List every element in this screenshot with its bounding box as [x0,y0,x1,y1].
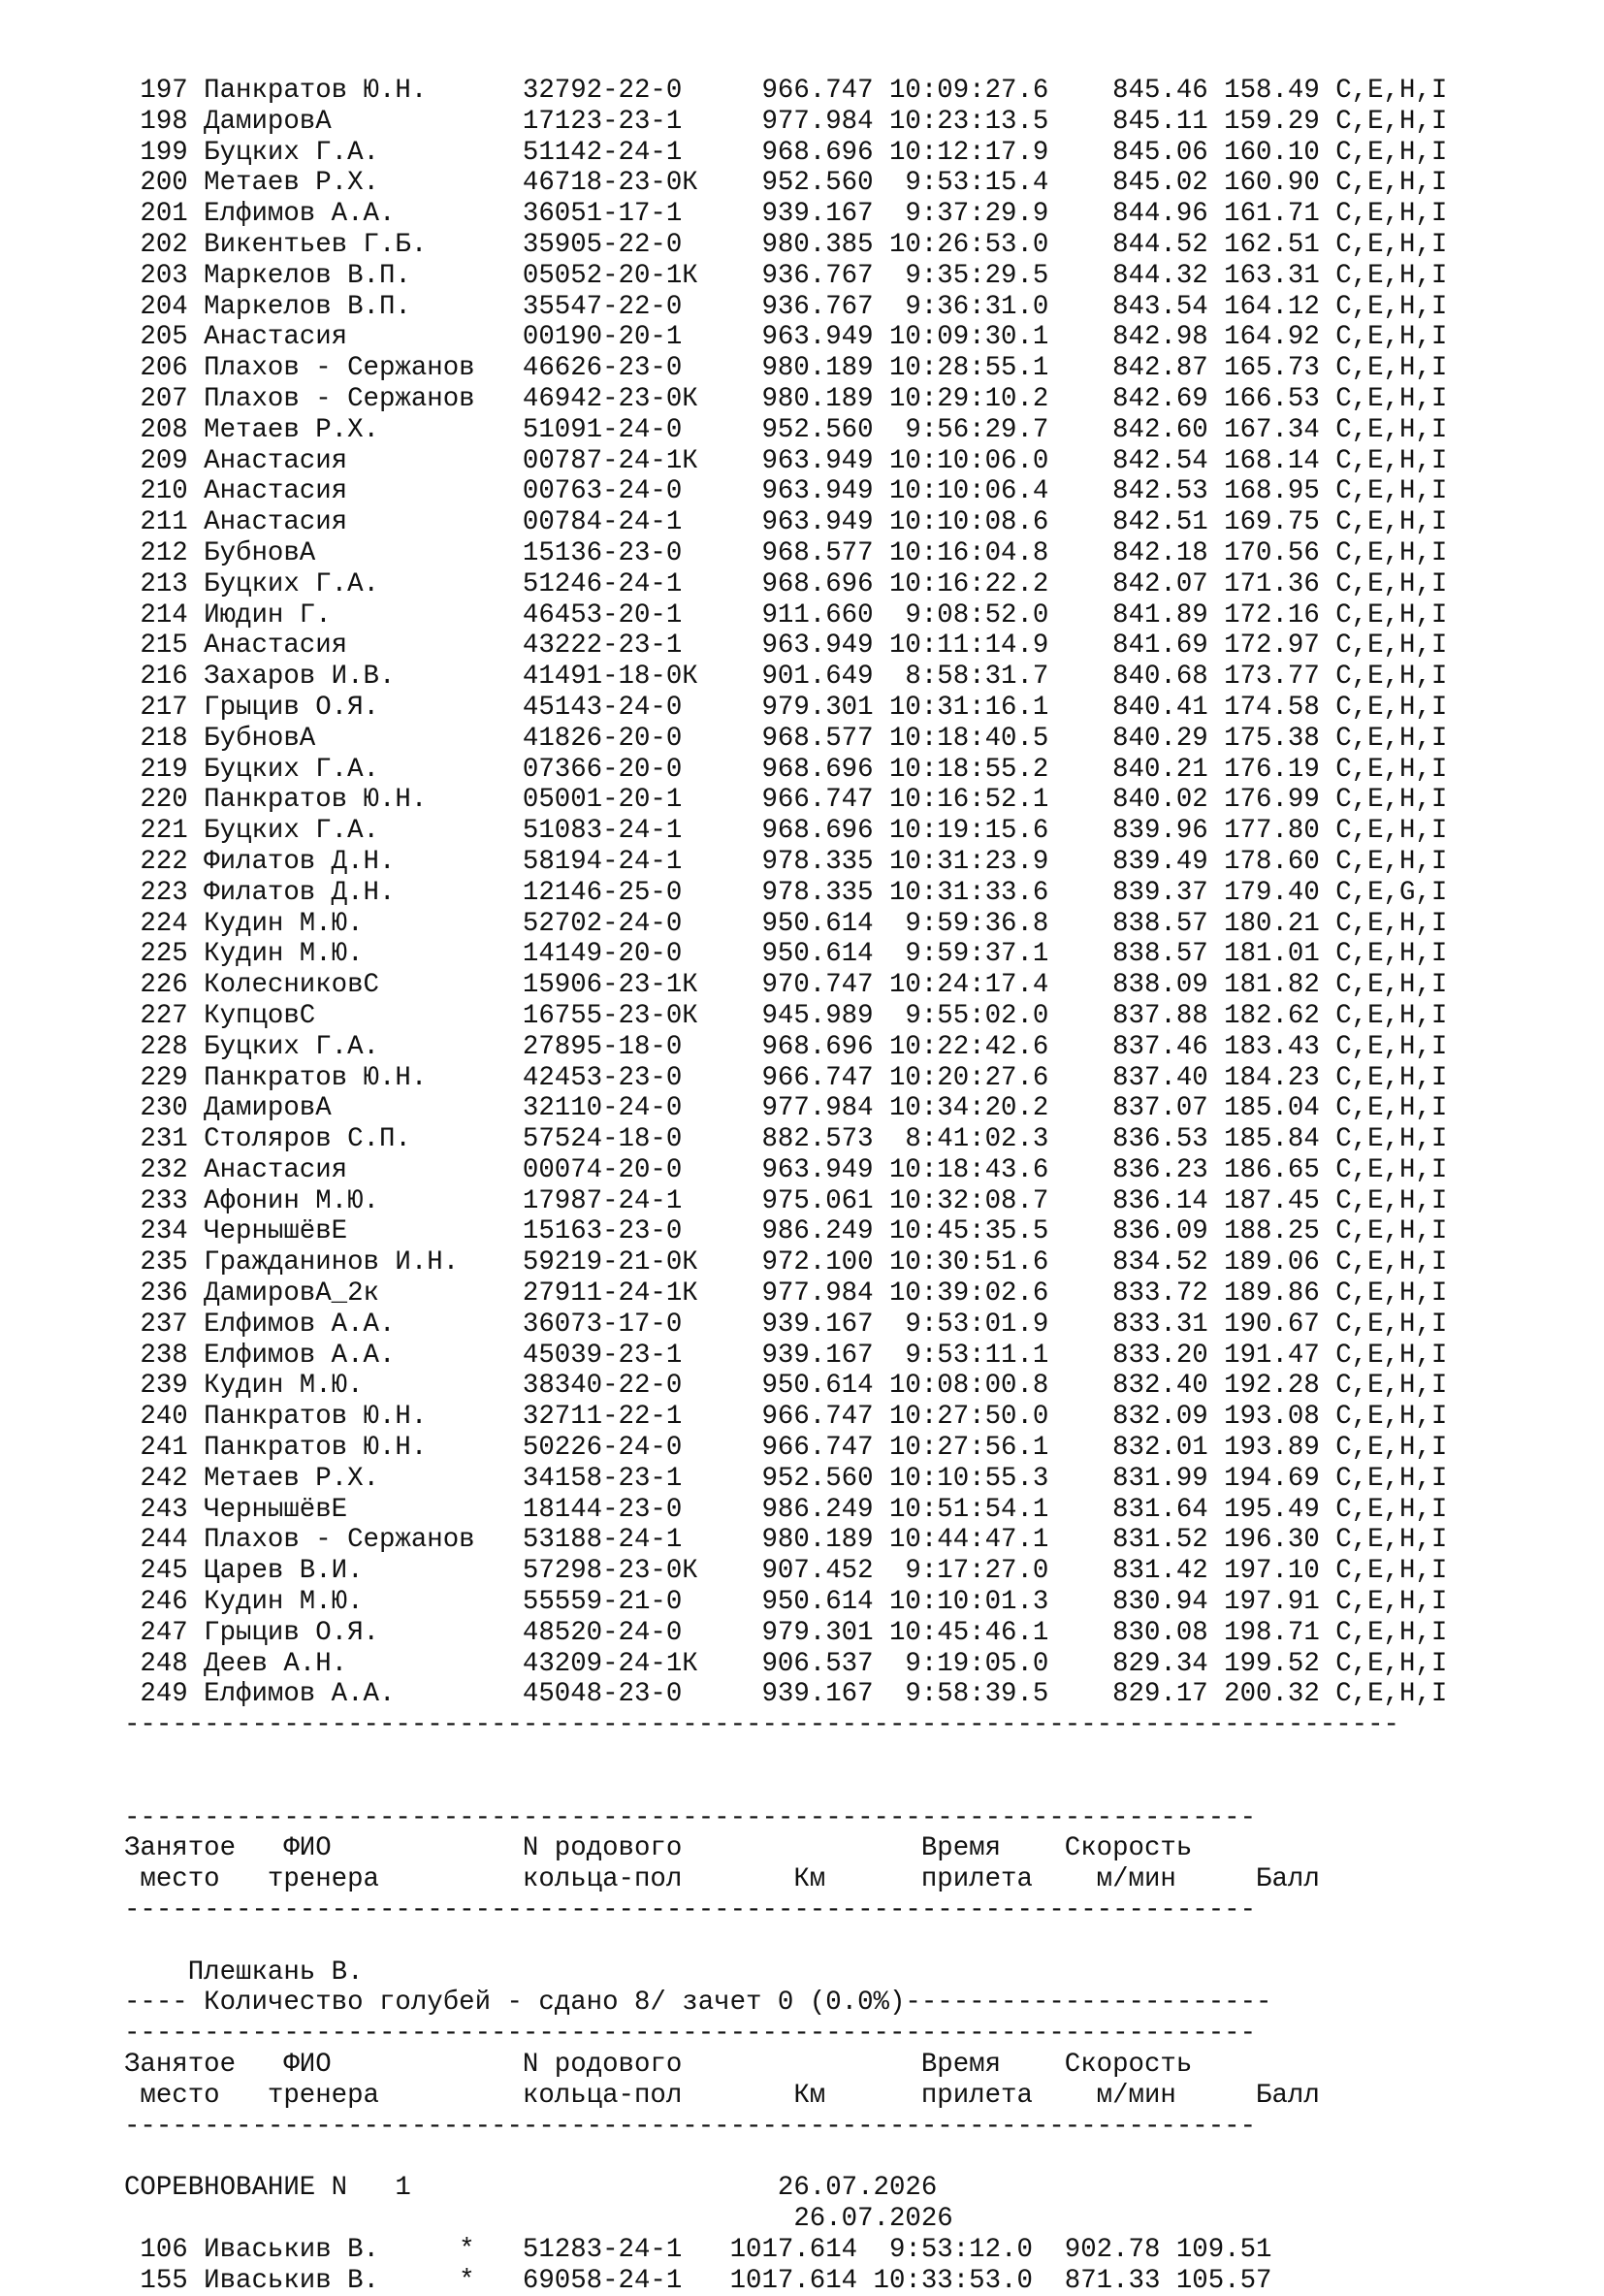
table-row: 231 Столяров С.П. 57524-18-0 882.573 8:41:02.3 836.53 185.84 C,E,H,I [124,1124,1448,1155]
blank-line [124,2142,1447,2173]
separator-line: ----------------------------------------------------------------------- [124,1895,1257,1926]
table-row: 238 Елфимов А.А. 45039-23-1 939.167 9:53:11.1 833.20 191.47 C,E,H,I [124,1340,1448,1371]
blank-line [124,1772,1447,1803]
table-row: 228 Буцких Г.А. 27895-18-0 968.696 10:22:42.6 837.46 183.43 C,E,H,I [124,1031,1448,1062]
table-row: 229 Панкратов Ю.Н. 42453-23-0 966.747 10:20:27.6 837.40 184.23 C,E,H,I [124,1062,1448,1093]
table-row: 205 Анастасия 00190-20-1 963.949 10:09:30.1 842.98 164.92 C,E,H,I [124,322,1448,353]
table-row: 204 Маркелов В.П. 35547-22-0 936.767 9:36:31.0 843.54 164.12 C,E,H,I [124,291,1448,322]
column-header-line-2: место тренера кольца-пол Км прилета м/мин Балл [124,2080,1320,2111]
table-row: 199 Буцких Г.А. 51142-24-1 968.696 10:12:17.9 845.06 160.10 C,E,H,I [124,137,1448,168]
table-row: 221 Буцких Г.А. 51083-24-1 968.696 10:19:15.6 839.96 177.80 C,E,H,I [124,816,1448,847]
table-row: 223 Филатов Д.Н. 12146-25-0 978.335 10:31:33.6 839.37 179.40 C,E,G,I [124,877,1448,908]
table-row: 216 Захаров И.В. 41491-18-0К 901.649 8:58:31.7 840.68 173.77 C,E,H,I [124,662,1448,693]
table-row: 211 Анастасия 00784-24-1 963.949 10:10:08.6 842.51 169.75 C,E,H,I [124,507,1448,538]
table-row: 209 Анастасия 00787-24-1К 963.949 10:10:06.0 842.54 168.14 C,E,H,I [124,445,1448,476]
table-row: 220 Панкратов Ю.Н. 05001-20-1 966.747 10:16:52.1 840.02 176.99 C,E,H,I [124,785,1448,816]
table-row: 215 Анастасия 43222-23-1 963.949 10:11:14.9 841.69 172.97 C,E,H,I [124,631,1448,662]
table-row: 214 Июдин Г. 46453-20-1 911.660 9:08:52.0 841.89 172.16 C,E,H,I [124,599,1448,631]
table-row: 235 Гражданинов И.Н. 59219-21-0К 972.100 10:30:51.6 834.52 189.06 C,E,H,I [124,1247,1448,1278]
table-row: 232 Анастасия 00074-20-0 963.949 10:18:43.6 836.23 186.65 C,E,H,I [124,1154,1448,1185]
table-row: 155 Иваськив В. * 69058-24-1 1017.614 10:33:53.0 871.33 105.57 [124,2265,1272,2296]
table-row: 197 Панкратов Ю.Н. 32792-22-0 966.747 10:09:27.6 845.46 158.49 C,E,H,I [124,76,1448,106]
table-row: 224 Кудин М.Ю. 52702-24-0 950.614 9:59:36.8 838.57 180.21 C,E,H,I [124,908,1448,939]
table-row: 227 КупцовС 16755-23-0К 945.989 9:55:02.0 837.88 182.62 C,E,H,I [124,1000,1448,1031]
table-row: 247 Грыцив О.Я. 48520-24-0 979.301 10:45:46.1 830.08 198.71 C,E,H,I [124,1617,1448,1648]
table-row: 241 Панкратов Ю.Н. 50226-24-0 966.747 10:27:56.1 832.01 193.89 C,E,H,I [124,1433,1448,1464]
table-row: 106 Иваськив В. * 51283-24-1 1017.614 9:53:12.0 902.78 109.51 [124,2234,1272,2265]
table-row: 249 Елфимов А.А. 45048-23-0 939.167 9:58:39.5 829.17 200.32 C,E,H,I [124,1679,1448,1710]
table-row: 206 Плахов - Сержанов 46626-23-0 980.189 10:28:55.1 842.87 165.73 C,E,H,I [124,353,1448,384]
blank-line [124,1926,1447,1957]
table-row: 200 Метаев Р.Х. 46718-23-0К 952.560 9:53:15.4 845.02 160.90 C,E,H,I [124,168,1448,199]
column-header-line-1: Занятое ФИО N родового Время Скорость [124,2050,1193,2080]
column-header-line-1: Занятое ФИО N родового Время Скорость [124,1833,1193,1864]
results-document [124,76,1447,2296]
table-row: 202 Викентьев Г.Б. 35905-22-0 980.385 10:26:53.0 844.52 162.51 C,E,H,I [124,229,1448,260]
table-row: 237 Елфимов А.А. 36073-17-0 939.167 9:53:01.9 833.31 190.67 C,E,H,I [124,1309,1448,1340]
table-row: 245 Царев В.И. 57298-23-0К 907.452 9:17:27.0 831.42 197.10 C,E,H,I [124,1556,1448,1587]
separator-line: ----------------------------------------------------------------------- [124,2111,1257,2142]
table-row: 225 Кудин М.Ю. 14149-20-0 950.614 9:59:37.1 838.57 181.01 C,E,H,I [124,939,1448,970]
competition-title: СОРЕВНОВАНИЕ N 1 26.07.2026 [124,2173,938,2204]
column-header-line-2: место тренера кольца-пол Км прилета м/мин Балл [124,1864,1320,1895]
table-row: 230 ДамировА 32110-24-0 977.984 10:34:20.2 837.07 185.04 C,E,H,I [124,1093,1448,1124]
table-row: 242 Метаев Р.Х. 34158-23-1 952.560 10:10:55.3 831.99 194.69 C,E,H,I [124,1463,1448,1494]
table-row: 226 КолесниковС 15906-23-1К 970.747 10:24:17.4 838.09 181.82 C,E,H,I [124,970,1448,1001]
table-row: 222 Филатов Д.Н. 58194-24-1 978.335 10:31:23.9 839.49 178.60 C,E,H,I [124,846,1448,877]
table-row: 213 Буцких Г.А. 51246-24-1 968.696 10:16:22.2 842.07 171.36 C,E,H,I [124,568,1448,599]
table-row: 236 ДамировА_2к 27911-24-1К 977.984 10:39:02.6 833.72 189.86 C,E,H,I [124,1278,1448,1310]
table-row: 218 БубновА 41826-20-0 968.577 10:18:40.5 840.29 175.38 C,E,H,I [124,723,1448,754]
table-row: 234 ЧернышёвЕ 15163-23-0 986.249 10:45:35.5 836.09 188.25 C,E,H,I [124,1216,1448,1247]
separator-line: ----------------------------------------------------------------------- [124,1802,1257,1833]
blank-line [124,1741,1447,1772]
trainer-summary: ---- Количество голубей - сдано 8/ зачет 0 (0.0%)----------------------- [124,1988,1272,2019]
table-row: 217 Грыцив О.Я. 45143-24-0 979.301 10:31:16.1 840.41 174.58 C,E,H,I [124,692,1448,723]
separator-line: ----------------------------------------------------------------------- [124,2019,1257,2050]
table-row: 246 Кудин М.Ю. 55559-21-0 950.614 10:10:01.3 830.94 197.91 C,E,H,I [124,1587,1448,1618]
table-row: 219 Буцких Г.А. 07366-20-0 968.696 10:18:55.2 840.21 176.19 C,E,H,I [124,754,1448,785]
competition-date: 26.07.2026 [124,2203,953,2234]
trainer-name: Плешкань В. [124,1956,364,1988]
table-row: 210 Анастасия 00763-24-0 963.949 10:10:06.4 842.53 168.95 C,E,H,I [124,476,1448,507]
table-row: 240 Панкратов Ю.Н. 32711-22-1 966.747 10:27:50.0 832.09 193.08 C,E,H,I [124,1402,1448,1433]
table-row: 239 Кудин М.Ю. 38340-22-0 950.614 10:08:00.8 832.40 192.28 C,E,H,I [124,1371,1448,1402]
table-row: 203 Маркелов В.П. 05052-20-1К 936.767 9:35:29.5 844.32 163.31 C,E,H,I [124,260,1448,291]
table-row: 198 ДамировА 17123-23-1 977.984 10:23:13.5 845.11 159.29 C,E,H,I [124,106,1448,137]
table-row: 207 Плахов - Сержанов 46942-23-0К 980.189 10:29:10.2 842.69 166.53 C,E,H,I [124,383,1448,414]
table-row: 208 Метаев Р.Х. 51091-24-0 952.560 9:56:29.7 842.60 167.34 C,E,H,I [124,414,1448,445]
table-row: 212 БубновА 15136-23-0 968.577 10:16:04.8 842.18 170.56 C,E,H,I [124,537,1448,568]
table-row: 248 Деев А.Н. 43209-24-1К 906.537 9:19:05.0 829.34 199.52 C,E,H,I [124,1648,1448,1679]
separator-line: -------------------------------------------------------------------------------- [124,1710,1399,1741]
table-row: 243 ЧернышёвЕ 18144-23-0 986.249 10:51:54.1 831.64 195.49 C,E,H,I [124,1494,1448,1525]
table-row: 233 Афонин М.Ю. 17987-24-1 975.061 10:32:08.7 836.14 187.45 C,E,H,I [124,1185,1448,1216]
table-row: 201 Елфимов А.А. 36051-17-1 939.167 9:37:29.9 844.96 161.71 C,E,H,I [124,199,1448,230]
table-row: 244 Плахов - Сержанов 53188-24-1 980.189 10:44:47.1 831.52 196.30 C,E,H,I [124,1525,1448,1556]
